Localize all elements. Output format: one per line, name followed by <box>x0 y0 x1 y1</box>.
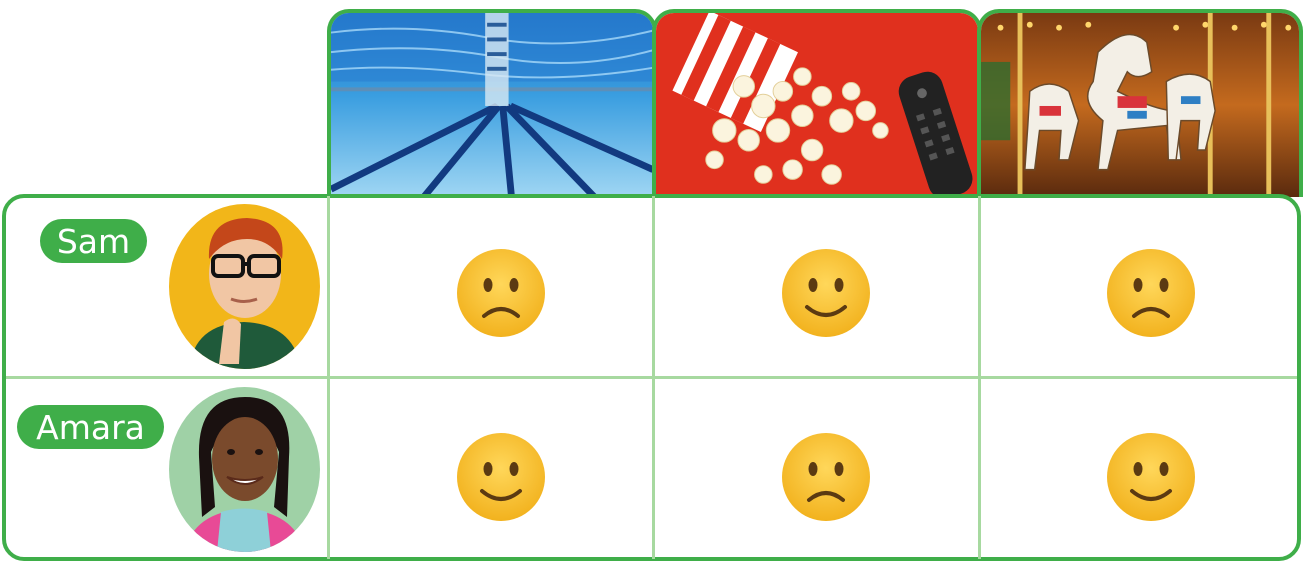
avatar-sam <box>169 204 320 369</box>
face-happy <box>455 431 547 523</box>
avatar-amara <box>169 387 320 552</box>
face-sad <box>455 247 547 339</box>
pool-image <box>327 9 657 197</box>
face-sad <box>780 431 872 523</box>
name-label-amara: Amara <box>17 405 164 449</box>
name-label-sam: Sam <box>40 219 147 263</box>
face-sad <box>1105 247 1197 339</box>
popcorn-image <box>652 9 982 197</box>
face-happy <box>1105 431 1197 523</box>
face-happy <box>780 247 872 339</box>
carousel-image <box>977 9 1303 197</box>
row-divider <box>6 376 1297 379</box>
